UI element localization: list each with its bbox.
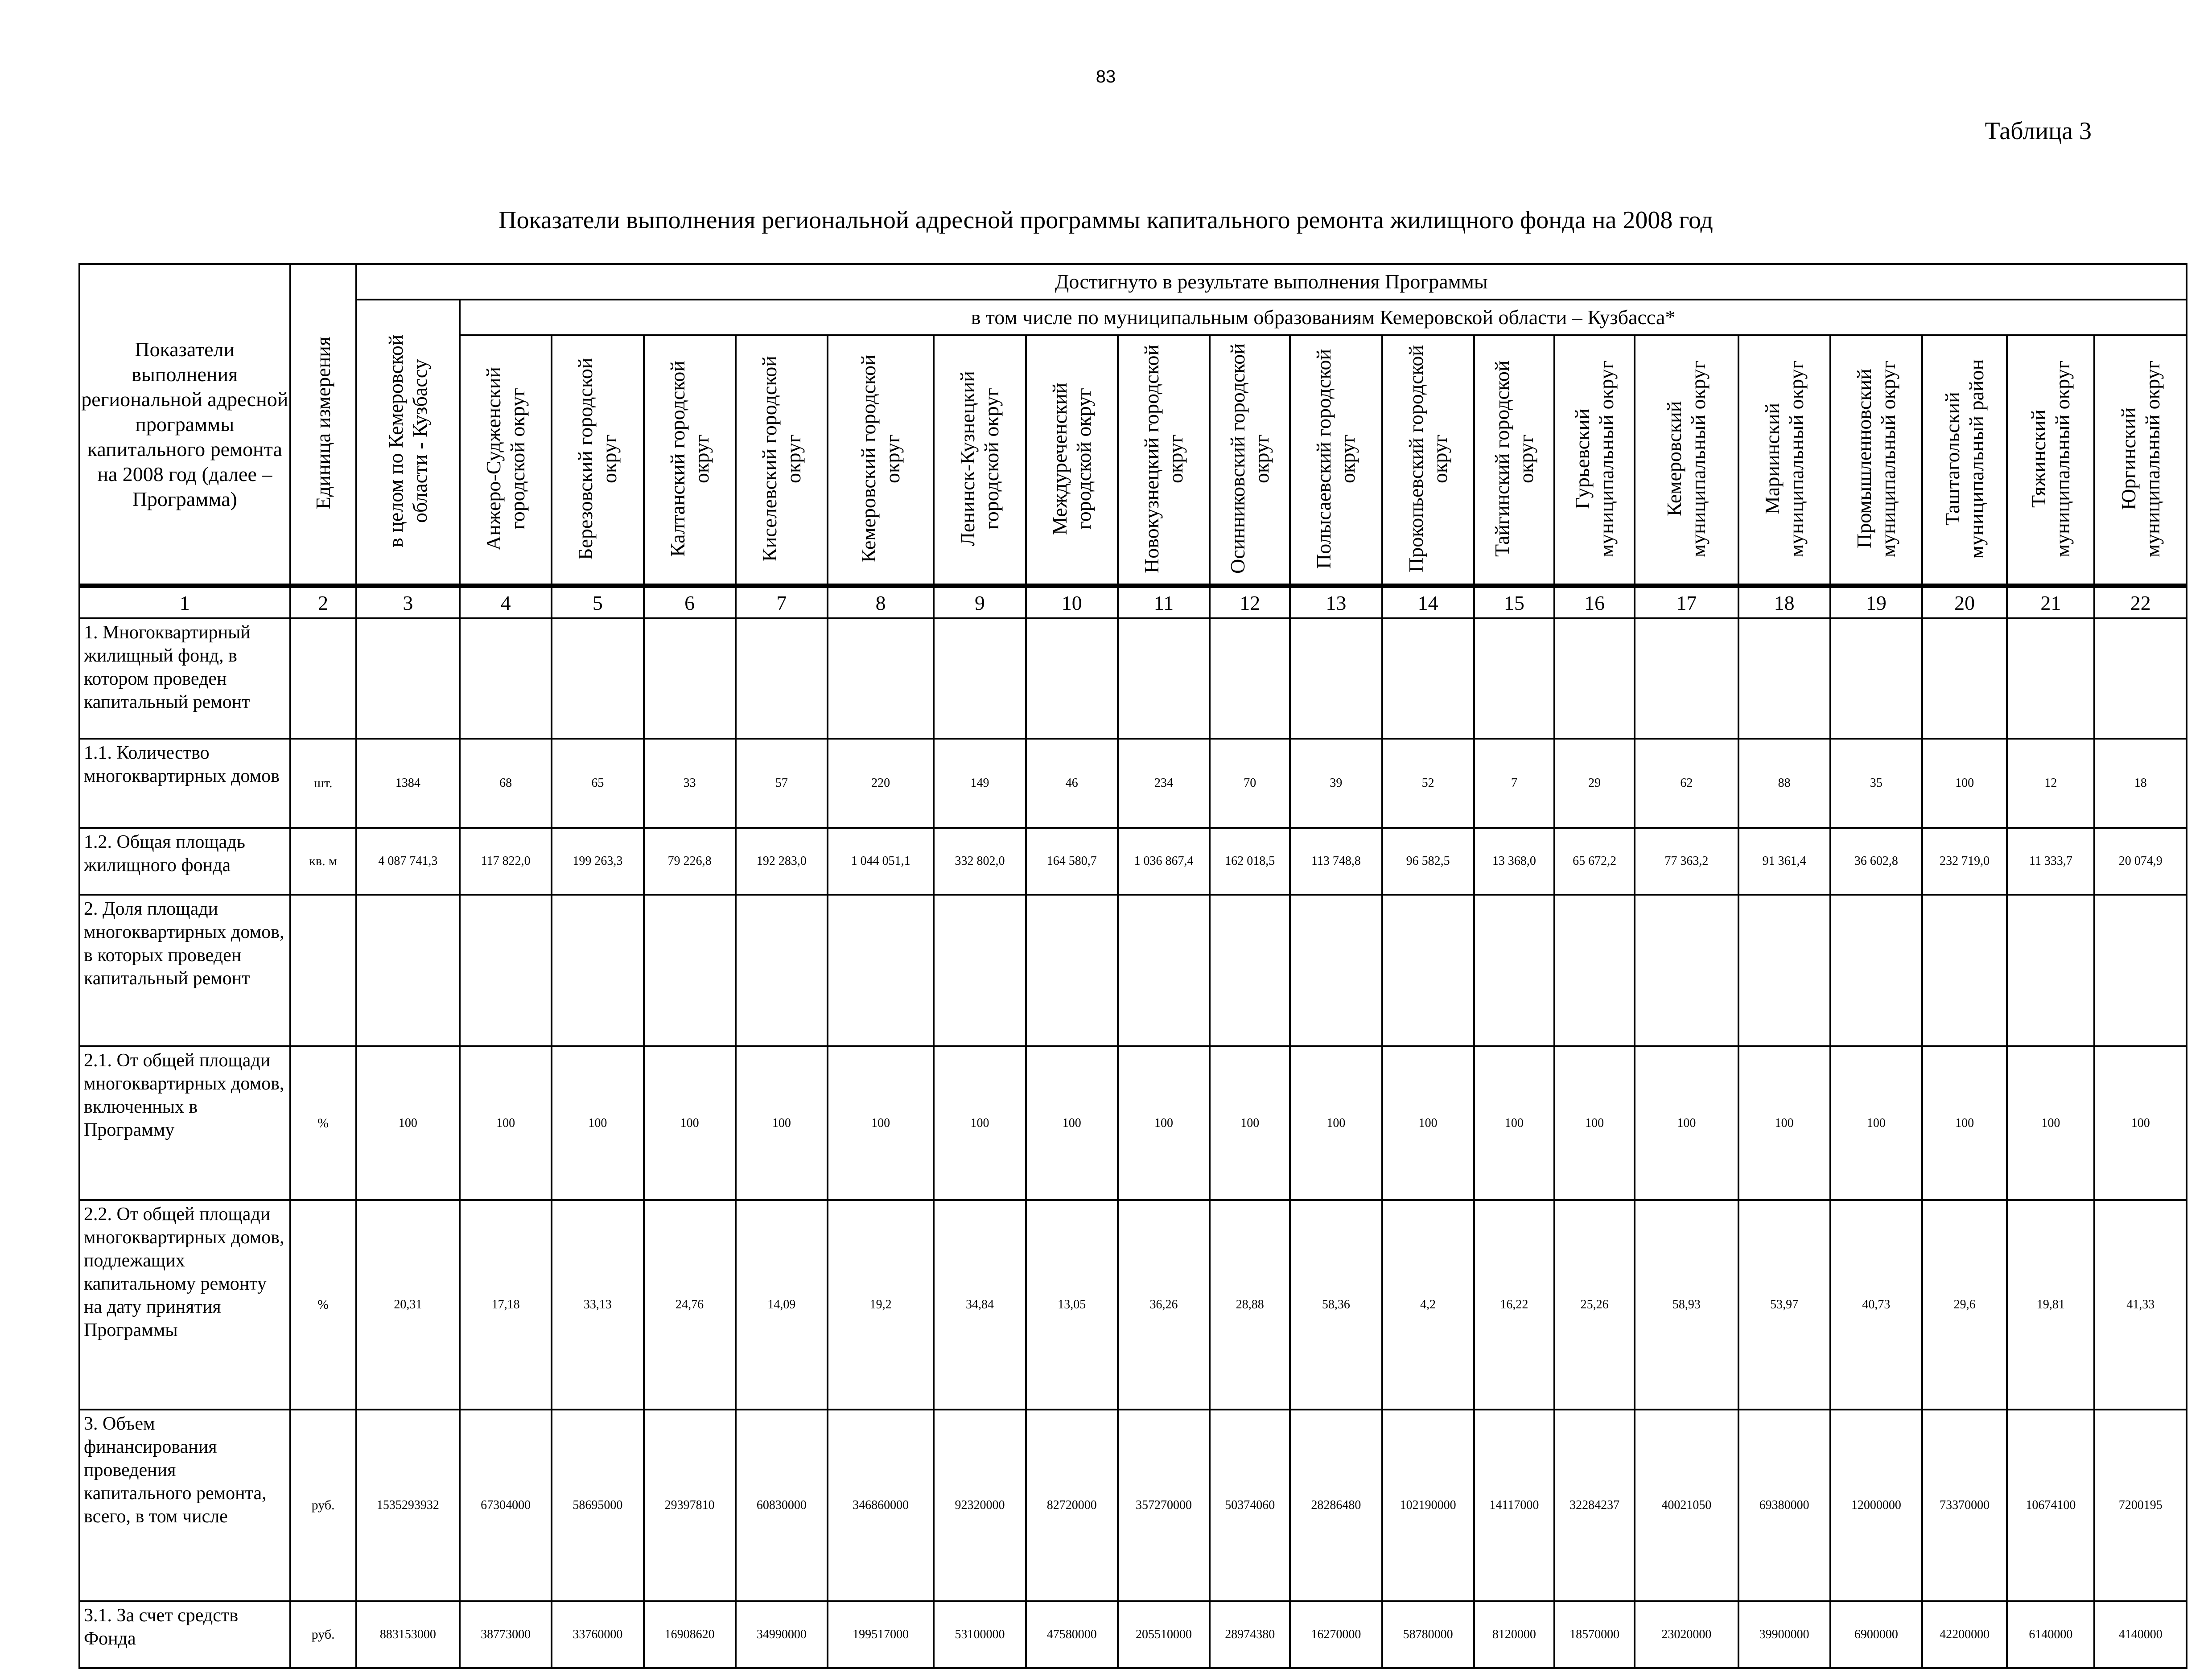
value-cell: 4 087 741,3 [356, 828, 460, 895]
column-number: 17 [1635, 586, 1738, 618]
municipality-header [1474, 335, 1554, 586]
table-row [79, 895, 2187, 1046]
municipality-header-text: Гурьевский муниципальный округ [1571, 360, 1618, 557]
value-cell: 38773000 [460, 1601, 552, 1668]
column-number: 10 [1026, 586, 1118, 618]
value-cell: 346860000 [828, 1410, 934, 1601]
value-cell [460, 618, 552, 739]
value-cell [1922, 895, 2007, 1046]
table-label: Таблица 3 [1985, 117, 2092, 145]
value-cell: 1384 [356, 739, 460, 828]
value-cell: 4140000 [2094, 1601, 2187, 1668]
municipality-header-text: Промышленновский муниципальный округ [1852, 360, 1899, 557]
value-cell: 1535293932 [356, 1410, 460, 1601]
value-cell: 7200195 [2094, 1410, 2187, 1601]
value-cell: 16908620 [644, 1601, 736, 1668]
row-label: 1.2. Общая площадь жилищного фонда [79, 828, 290, 895]
column-number: 5 [552, 586, 643, 618]
value-cell: 40021050 [1635, 1410, 1738, 1601]
value-cell: 10674100 [2007, 1410, 2094, 1601]
value-cell: 29397810 [644, 1410, 736, 1601]
total-header [356, 300, 460, 586]
row-unit: кв. м [290, 828, 356, 895]
value-cell [934, 618, 1026, 739]
value-cell: 92320000 [934, 1410, 1026, 1601]
value-cell: 35 [1830, 739, 1922, 828]
value-cell: 28974380 [1210, 1601, 1290, 1668]
municipality-header [736, 335, 828, 586]
value-cell: 32284237 [1554, 1410, 1635, 1601]
value-cell: 88 [1738, 739, 1830, 828]
value-cell: 46 [1026, 739, 1118, 828]
table-row [79, 1410, 2187, 1601]
value-cell: 34990000 [736, 1601, 828, 1668]
value-cell: 68 [460, 739, 552, 828]
value-cell: 12000000 [1830, 1410, 1922, 1601]
municipality-header-text: Таштагольский муниципальный район [1941, 359, 1988, 559]
row-label: 1.1. Количество многоквартирных домов [79, 739, 290, 828]
value-cell: 58695000 [552, 1410, 643, 1601]
value-cell: 25,26 [1554, 1200, 1635, 1410]
row-unit: руб. [290, 1410, 356, 1601]
value-cell: 58,36 [1290, 1200, 1382, 1410]
value-cell [1118, 895, 1210, 1046]
value-cell: 100 [1922, 739, 2007, 828]
value-cell: 19,81 [2007, 1200, 2094, 1410]
value-cell: 57 [736, 739, 828, 828]
municipal-header: в том числе по муниципальным образованиям Кемеровской области – Кузбасса* [460, 300, 2187, 335]
value-cell: 7 [1474, 739, 1554, 828]
row-label: 3.1. За счет средств Фонда [79, 1601, 290, 1668]
value-cell: 117 822,0 [460, 828, 552, 895]
value-cell: 20 074,9 [2094, 828, 2187, 895]
value-cell: 28286480 [1290, 1410, 1382, 1601]
column-number: 9 [934, 586, 1026, 618]
value-cell: 113 748,8 [1290, 828, 1382, 895]
value-cell: 29,6 [1922, 1200, 2007, 1410]
value-cell: 11 333,7 [2007, 828, 2094, 895]
value-cell [552, 618, 643, 739]
value-cell: 58,93 [1635, 1200, 1738, 1410]
value-cell: 149 [934, 739, 1026, 828]
value-cell: 53100000 [934, 1601, 1026, 1668]
municipality-header [934, 335, 1026, 586]
column-number: 11 [1118, 586, 1210, 618]
indicators-header: Показатели выполнения региональной адресной программы капитального ремонта на 2008 год (далее – Программа) [79, 264, 290, 586]
column-number: 4 [460, 586, 552, 618]
value-cell: 100 [356, 1046, 460, 1200]
value-cell: 73370000 [1922, 1410, 2007, 1601]
value-cell [2007, 618, 2094, 739]
value-cell: 65 672,2 [1554, 828, 1635, 895]
municipality-header [1922, 335, 2007, 586]
column-number: 6 [644, 586, 736, 618]
value-cell: 62 [1635, 739, 1738, 828]
value-cell: 199 263,3 [552, 828, 643, 895]
row-label: 2. Доля площади многоквартирных домов, в которых проведен капитальный ремонт [79, 895, 290, 1046]
value-cell [736, 895, 828, 1046]
value-cell: 14,09 [736, 1200, 828, 1410]
value-cell [2094, 895, 2187, 1046]
value-cell: 4,2 [1382, 1200, 1474, 1410]
value-cell: 18 [2094, 739, 2187, 828]
value-cell: 67304000 [460, 1410, 552, 1601]
municipality-header-text: Прокопьевский городской округ [1404, 345, 1451, 573]
column-number: 20 [1922, 586, 2007, 618]
value-cell: 29 [1554, 739, 1635, 828]
municipality-header-text: Ленинск-Кузнецкий городской округ [956, 371, 1003, 547]
value-cell: 100 [1922, 1046, 2007, 1200]
value-cell: 100 [1118, 1046, 1210, 1200]
column-number: 8 [828, 586, 934, 618]
value-cell [356, 895, 460, 1046]
value-cell: 50374060 [1210, 1410, 1290, 1601]
value-cell [1738, 895, 1830, 1046]
page-number: 83 [1096, 67, 1116, 86]
value-cell: 100 [552, 1046, 643, 1200]
value-cell: 47580000 [1026, 1601, 1118, 1668]
municipality-header [2007, 335, 2094, 586]
column-number: 21 [2007, 586, 2094, 618]
value-cell: 100 [934, 1046, 1026, 1200]
municipality-header [1635, 335, 1738, 586]
value-cell: 100 [1210, 1046, 1290, 1200]
value-cell: 192 283,0 [736, 828, 828, 895]
value-cell: 100 [1382, 1046, 1474, 1200]
municipality-header [1210, 335, 1290, 586]
municipality-header [552, 335, 643, 586]
value-cell: 100 [736, 1046, 828, 1200]
value-cell: 36 602,8 [1830, 828, 1922, 895]
value-cell [1554, 618, 1635, 739]
value-cell: 33 [644, 739, 736, 828]
column-number: 18 [1738, 586, 1830, 618]
value-cell: 100 [1830, 1046, 1922, 1200]
value-cell: 13,05 [1026, 1200, 1118, 1410]
value-cell [552, 895, 643, 1046]
value-cell [1382, 618, 1474, 739]
value-cell: 234 [1118, 739, 1210, 828]
value-cell [356, 618, 460, 739]
municipality-header-text: Калтанский городской округ [666, 361, 713, 557]
value-cell: 39 [1290, 739, 1382, 828]
page-title: Показатели выполнения региональной адресной программы капитального ремонта жилищного фонда на 2008 год [498, 206, 1713, 234]
value-cell: 36,26 [1118, 1200, 1210, 1410]
value-cell: 220 [828, 739, 934, 828]
value-cell [644, 895, 736, 1046]
value-cell [828, 618, 934, 739]
value-cell [1635, 895, 1738, 1046]
column-number: 2 [290, 586, 356, 618]
value-cell: 100 [1026, 1046, 1118, 1200]
value-cell: 82720000 [1026, 1410, 1118, 1601]
municipality-header-text: Тяжинский муниципальный округ [2027, 360, 2074, 557]
value-cell: 52 [1382, 739, 1474, 828]
value-cell [736, 618, 828, 739]
municipality-header-text: Кемеровский городской округ [857, 354, 904, 563]
column-number: 13 [1290, 586, 1382, 618]
municipality-header-text: Юргинский муниципальный округ [2117, 360, 2164, 557]
value-cell: 205510000 [1118, 1601, 1210, 1668]
value-cell: 100 [460, 1046, 552, 1200]
value-cell: 28,88 [1210, 1200, 1290, 1410]
total-header-text: в целом по Кемеровской области - Кузбассу [384, 334, 431, 547]
value-cell [2007, 895, 2094, 1046]
row-label: 2.1. От общей площади многоквартирных домов, включенных в Программу [79, 1046, 290, 1200]
value-cell [1474, 618, 1554, 739]
municipality-header [1830, 335, 1922, 586]
value-cell: 100 [1290, 1046, 1382, 1200]
value-cell: 77 363,2 [1635, 828, 1738, 895]
row-unit: % [290, 1200, 356, 1410]
value-cell [1026, 895, 1118, 1046]
unit-header [290, 264, 356, 586]
row-label: 1. Многоквартирный жилищный фонд, в котором проведен капитальный ремонт [79, 618, 290, 739]
value-cell: 34,84 [934, 1200, 1026, 1410]
value-cell [1118, 618, 1210, 739]
value-cell: 18570000 [1554, 1601, 1635, 1668]
municipality-header [828, 335, 934, 586]
value-cell: 13 368,0 [1474, 828, 1554, 895]
municipality-header-text: Междуреченский городской округ [1048, 382, 1095, 535]
table-row [79, 1200, 2187, 1410]
value-cell: 164 580,7 [1026, 828, 1118, 895]
value-cell: 100 [828, 1046, 934, 1200]
value-cell [460, 895, 552, 1046]
municipality-header [460, 335, 552, 586]
row-unit: шт. [290, 739, 356, 828]
value-cell: 100 [2007, 1046, 2094, 1200]
value-cell [1830, 895, 1922, 1046]
municipality-header-text: Мариинский муниципальный округ [1760, 360, 1808, 557]
value-cell: 1 044 051,1 [828, 828, 934, 895]
column-number: 12 [1210, 586, 1290, 618]
value-cell: 1 036 867,4 [1118, 828, 1210, 895]
value-cell: 17,18 [460, 1200, 552, 1410]
value-cell [1290, 618, 1382, 739]
municipality-header [1554, 335, 1635, 586]
municipality-header [1290, 335, 1382, 586]
column-number: 3 [356, 586, 460, 618]
value-cell: 53,97 [1738, 1200, 1830, 1410]
unit-header-text: Единица измерения [311, 337, 334, 510]
value-cell: 33760000 [552, 1601, 643, 1668]
value-cell: 232 719,0 [1922, 828, 2007, 895]
value-cell: 100 [644, 1046, 736, 1200]
value-cell [1922, 618, 2007, 739]
table-row [79, 828, 2187, 895]
municipality-header [1382, 335, 1474, 586]
value-cell: 883153000 [356, 1601, 460, 1668]
value-cell [1210, 618, 1290, 739]
municipality-header [1026, 335, 1118, 586]
municipality-header [2094, 335, 2187, 586]
value-cell: 8120000 [1474, 1601, 1554, 1668]
table-row [79, 618, 2187, 739]
municipality-header-text: Киселевский городской округ [758, 356, 805, 562]
table-row [79, 739, 2187, 828]
value-cell: 20,31 [356, 1200, 460, 1410]
value-cell: 65 [552, 739, 643, 828]
column-number: 1 [79, 586, 290, 618]
value-cell [1290, 895, 1382, 1046]
table-row [79, 1046, 2187, 1200]
municipality-header-text: Тайгинский городской округ [1490, 360, 1537, 557]
value-cell: 96 582,5 [1382, 828, 1474, 895]
table-row [79, 1601, 2187, 1668]
value-cell [828, 895, 934, 1046]
municipality-header-text: Осинниковский городской округ [1226, 343, 1273, 574]
value-cell: 60830000 [736, 1410, 828, 1601]
value-cell: 23020000 [1635, 1601, 1738, 1668]
row-unit [290, 895, 356, 1046]
value-cell: 33,13 [552, 1200, 643, 1410]
value-cell: 100 [1474, 1046, 1554, 1200]
value-cell: 70 [1210, 739, 1290, 828]
value-cell: 100 [1738, 1046, 1830, 1200]
column-number: 22 [2094, 586, 2187, 618]
column-number: 14 [1382, 586, 1474, 618]
value-cell: 24,76 [644, 1200, 736, 1410]
column-number: 15 [1474, 586, 1554, 618]
value-cell [1554, 895, 1635, 1046]
column-number: 16 [1554, 586, 1635, 618]
value-cell [1026, 618, 1118, 739]
row-unit [290, 618, 356, 739]
row-label: 2.2. От общей площади многоквартирных домов, подлежащих капитальному ремонту на дату принятия Программы [79, 1200, 290, 1410]
indicators-table [78, 263, 2187, 1669]
value-cell: 14117000 [1474, 1410, 1554, 1601]
column-number: 19 [1830, 586, 1922, 618]
municipality-header-text: Новокузнецкий городской округ [1140, 344, 1187, 573]
municipality-header [1738, 335, 1830, 586]
municipality-header [644, 335, 736, 586]
achieved-header: Достигнуто в результате выполнения Программы [356, 264, 2187, 300]
value-cell: 16,22 [1474, 1200, 1554, 1410]
value-cell: 69380000 [1738, 1410, 1830, 1601]
value-cell: 91 361,4 [1738, 828, 1830, 895]
row-unit: руб. [290, 1601, 356, 1668]
value-cell: 40,73 [1830, 1200, 1922, 1410]
value-cell: 332 802,0 [934, 828, 1026, 895]
value-cell: 357270000 [1118, 1410, 1210, 1601]
municipality-header [1118, 335, 1210, 586]
value-cell: 42200000 [1922, 1601, 2007, 1668]
value-cell: 12 [2007, 739, 2094, 828]
value-cell [1382, 895, 1474, 1046]
value-cell [934, 895, 1026, 1046]
value-cell: 79 226,8 [644, 828, 736, 895]
row-unit: % [290, 1046, 356, 1200]
value-cell: 102190000 [1382, 1410, 1474, 1601]
value-cell: 6140000 [2007, 1601, 2094, 1668]
value-cell: 39900000 [1738, 1601, 1830, 1668]
value-cell: 100 [1635, 1046, 1738, 1200]
value-cell [644, 618, 736, 739]
value-cell: 100 [1554, 1046, 1635, 1200]
value-cell: 16270000 [1290, 1601, 1382, 1668]
value-cell [1210, 895, 1290, 1046]
value-cell [1474, 895, 1554, 1046]
value-cell: 100 [2094, 1046, 2187, 1200]
municipality-header-text: Полысаевский городской округ [1312, 349, 1359, 569]
value-cell: 41,33 [2094, 1200, 2187, 1410]
value-cell [1635, 618, 1738, 739]
municipality-header-text: Березовский городской округ [574, 358, 621, 560]
municipality-header-text: Анжеро-Судженский городской округ [482, 367, 529, 551]
column-number: 7 [736, 586, 828, 618]
value-cell: 6900000 [1830, 1601, 1922, 1668]
value-cell: 58780000 [1382, 1601, 1474, 1668]
municipality-header-text: Кемеровский муниципальный округ [1663, 360, 1710, 557]
value-cell: 162 018,5 [1210, 828, 1290, 895]
value-cell [1738, 618, 1830, 739]
value-cell [1830, 618, 1922, 739]
row-label: 3. Объем финансирования проведения капитального ремонта, всего, в том числе [79, 1410, 290, 1601]
value-cell [2094, 618, 2187, 739]
value-cell: 19,2 [828, 1200, 934, 1410]
value-cell: 199517000 [828, 1601, 934, 1668]
